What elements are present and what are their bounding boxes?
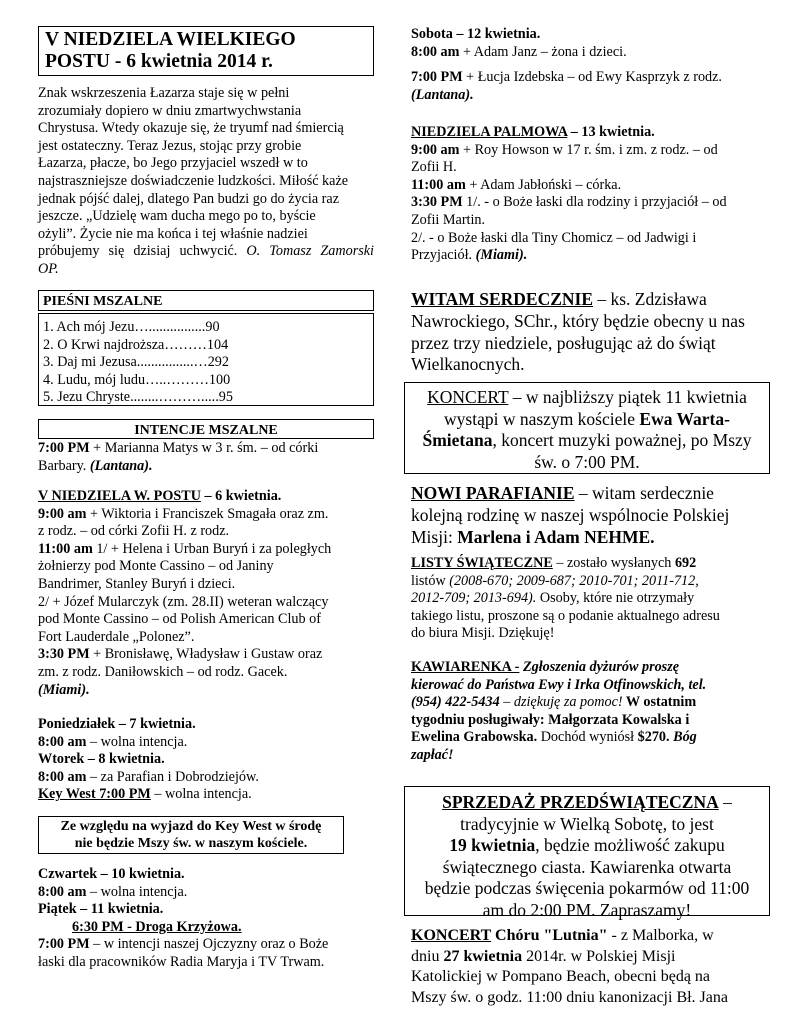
list-item: 2. O Krwi najdroższa………104 [43, 336, 229, 353]
cafe-heading: KAWIARENKA - [411, 659, 520, 675]
palm-sunday-intentions: NIEDZIELA PALMOWA – 13 kwietnia. 9:00 am + Roy Howson w 17 r. śm. i zm. z rodz. – od Zofii H. 11:00 am + Adam Jabłoński – córka. 3:30 PM 1/. - o Boże łaski dla rodziny i przyjaciół – od Zofii Martin. 2/. - o Boże łaski dla Tiny Chomicz – od Jadwigi i Przyjaciół. (Miami). [411, 124, 727, 264]
concert-heading: KONCERT [427, 387, 509, 407]
thursday-friday-intentions: Czwartek – 10 kwietnia. 8:00 am – wolna intencja. Piątek – 11 kwietnia. 6:30 PM - Droga Krzyżowa. 7:00 PM – w intencji naszej Ojczyzny oraz o Boże łaski dla pracowników Radia Maryja i TV Trwam. [38, 866, 329, 970]
intro-author: O. Tomasz Zamorski [246, 243, 375, 260]
letters-heading: LISTY ŚWIĄTECZNE [411, 555, 553, 571]
cafe-paragraph: KAWIARENKA - Zgłoszenia dyżurów proszę kierować do Państwa Ewy i Irka Otfinowskich, tel. (954) 422-5434 – dziękuję za pomoc! W ostatnim tygodniu posługiwały: Małgorzata Kowalska i Ewelina Grabowska. Dochód wyniósł $270. Bóg zapłać! [411, 659, 707, 763]
letters-paragraph: LISTY ŚWIĄTECZNE – zostało wysłanych 692 listów (2008-670; 2009-687; 2010-701; 2011-712, 2012-709; 2013-694). Osoby, które nie otrzymały takiego listu, proszone są o podanie aktualnego adresu do biura Misji. Dziękuję! [411, 555, 720, 642]
sunday-intentions: V NIEDZIELA W. POSTU – 6 kwietnia. 9:00 am + Wiktoria i Franciszek Smagała oraz zm. z rodz. – od córki Zofii H. z rodz. 11:00 am 1/ + Helena i Urban Buryń i za poległych żołnierzy pod Monte Cassino – od Janiny Bandrimer, Stanley Buryń i dzieci. 2/ + Józef Mularczyk (zm. 28.II) weteran walczący pod Monte Cassino – od Polish American Club of Fort Lauderdale „Polonez”. 3:30 PM + Bronisławę, Władysław i Gustaw oraz zm. z rodz. Daniłowskich – od rodz. Gacek. (Miami). [38, 488, 332, 698]
sunday-heading: V NIEDZIELA W. POSTU [38, 488, 201, 504]
page-title: V NIEDZIELA WIELKIEGO POSTU - 6 kwietnia 2014 r. [45, 29, 296, 72]
concert-box: KONCERT – w najbliższy piątek 11 kwietnia wystąpi w naszym kościele Ewa Warta- Śmietana, koncert muzyki poważnej, po Mszy św. o 7:00 PM. [404, 382, 770, 474]
songs-heading-box [38, 290, 374, 311]
intentions-heading-box [38, 419, 374, 439]
choir-heading: KONCERT [411, 927, 492, 944]
songs-list [38, 313, 374, 406]
sale-heading: SPRZEDAŻ PRZEDŚWIĄTECZNA [442, 792, 719, 812]
list-item: 1. Ach mój Jezu…................90 [43, 319, 220, 335]
palm-sunday-heading: NIEDZIELA PALMOWA [411, 124, 568, 140]
list-item: 3. Daj mi Jezusa................…292 [43, 354, 229, 371]
saturday-evening-intention: 7:00 PM + Marianna Matys w 3 r. śm. – od córki Barbary. (Lantana). [38, 440, 319, 474]
intentions-heading: INTENCJE MSZALNE [134, 423, 278, 438]
songs-heading: PIEŚNI MSZALNE [43, 294, 163, 309]
weekday-intentions: Poniedziałek – 7 kwietnia. 8:00 am – wolna intencja. Wtorek – 8 kwietnia. 8:00 am – za Parafian i Dobrodziejów. Key West 7:00 PM – wolna intencja. [38, 716, 259, 803]
no-mass-notice: Ze względu na wyjazd do Key West w środę nie będzie Mszy św. w naszym kościele. [38, 816, 344, 854]
sale-box: SPRZEDAŻ PRZEDŚWIĄTECZNA – tradycyjnie w Wielką Sobotę, to jest 19 kwietnia, będzie możliwość zakupu świątecznego ciasta. Kawiarenka otwarta będzie podczas święcenia pokarmów od 11:00 am do 2:00 PM. Zapraszamy! [404, 786, 770, 916]
choir-concert-paragraph: KONCERT Chóru "Lutnia" - z Malborka, w dniu 27 kwietnia 2014r. w Polskiej Misji Katolickiej w Pompano Beach, obecni będą na Mszy św. o godz. 11:00 dniu kanonizacji Bł. Jana [411, 927, 728, 1006]
welcome-heading: WITAM SERDECZNIE [411, 289, 593, 309]
list-item: 5. Jezu Chryste........……….....95 [43, 389, 233, 406]
new-parishioners: NOWI PARAFIANIE – witam serdecznie kolejną rodzinę w naszej wspólnocie Polskiej Misji: Marlena i Adam NEHME. [411, 483, 730, 547]
list-item: 4. Ludu, mój ludu…..………100 [43, 371, 231, 388]
intro-paragraph: Znak wskrzeszenia Łazarza staje się w pełni zrozumiały dopiero w dniu zmartwychwstania Chrystusa. Wtedy okazuje się, że tryumf nad śmiercią jest ostateczny. Teraz Jezus, stojąc przy grobie Łazarza, płacze, bo Jego przyjaciel wszedł w to najstraszniejsze doświadczenie ludzkości. Miłość każe jednak pójść dalej, dlatego Pan budzi go do życia raz jeszcze. „Udzielę wam ducha mego po to, byście ożyli”. Życie nie ma końca i tej właśnie nadziei próbujemy się dzisiaj uchwycić. O. Tomasz Zamorski OP. [38, 85, 375, 277]
welcome-paragraph: WITAM SERDECZNIE – ks. Zdzisława Nawrockiego, SChr., który będzie obecny u nas przez trzy niedziele, posługując aż do świąt Wielkanocnych. [411, 289, 745, 375]
saturday-intentions: Sobota – 12 kwietnia. 8:00 am + Adam Janz – żona i dzieci. 7:00 PM + Łucja Izdebska – od Ewy Kasprzyk z rodz. (Lantana). [411, 26, 722, 103]
title-box [38, 26, 374, 76]
new-parishioners-heading: NOWI PARAFIANIE [411, 483, 575, 503]
